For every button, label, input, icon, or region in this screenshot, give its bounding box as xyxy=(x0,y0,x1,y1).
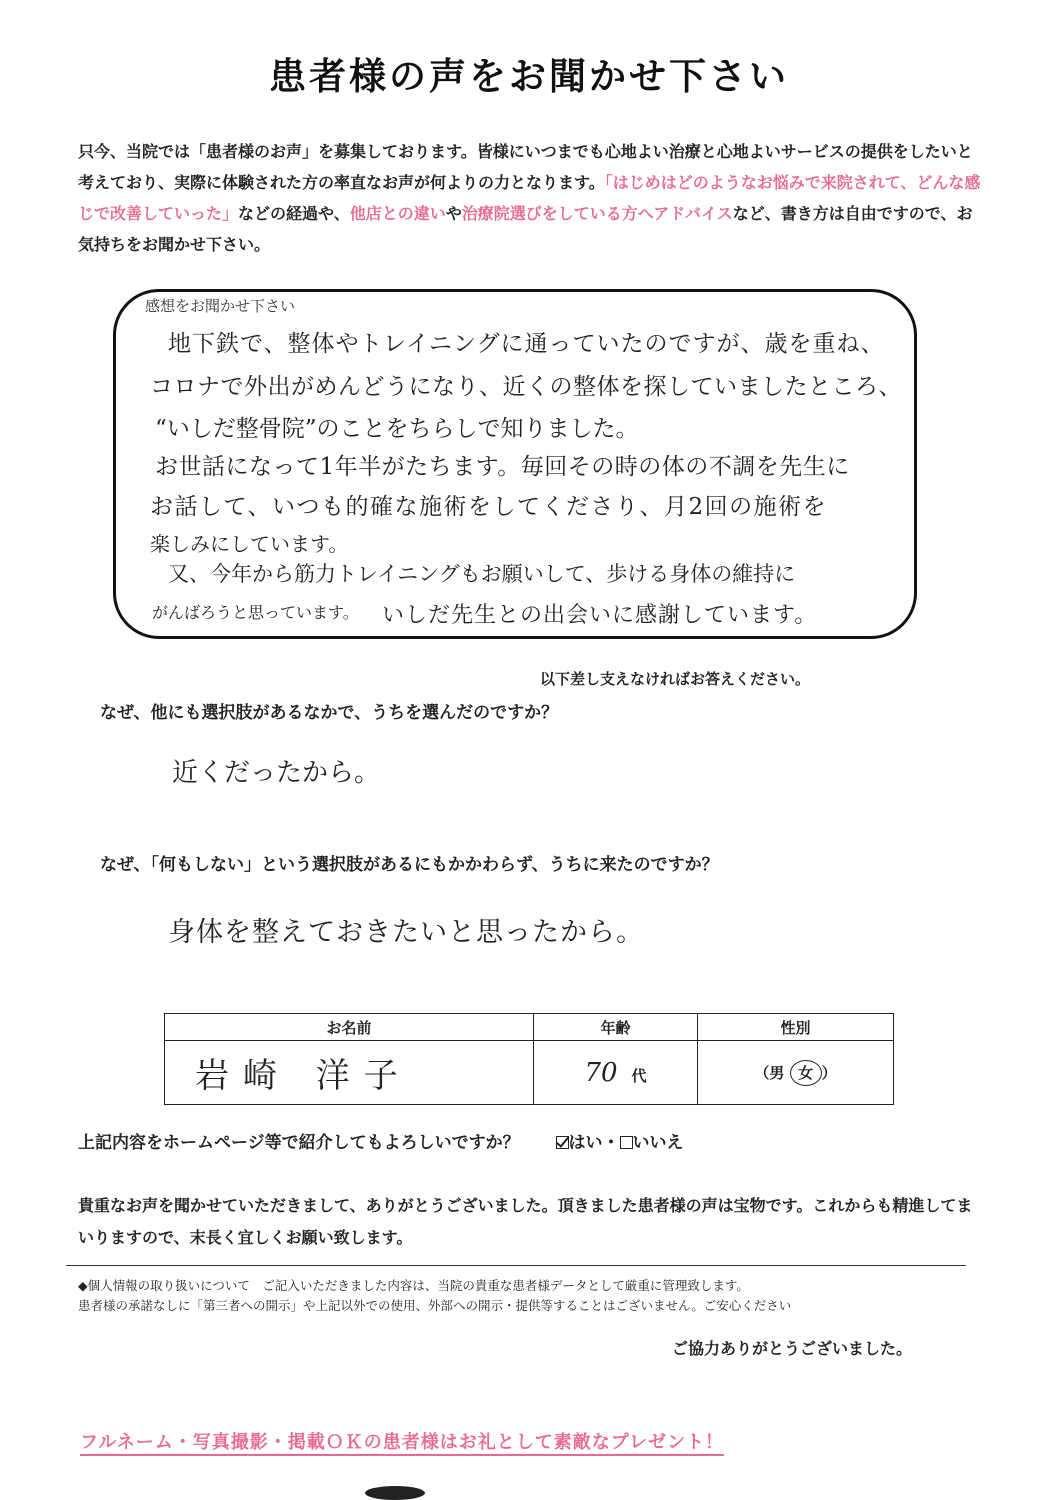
question-2: なぜ、「何もしない」という選択肢があるにもかかわらず、うちに来たのですか？ xyxy=(100,855,719,875)
question-1: なぜ、他にも選択肢があるなかで、うちを選んだのですか？ xyxy=(100,703,559,723)
cooperation-thanks: ご協力ありがとうございました。 xyxy=(672,1339,913,1358)
privacy-line-1: ◆個人情報の取り扱いについて ご記入いただきました内容は、当院の貴重な患者様データとして厳重に管理致します。 xyxy=(78,1278,749,1293)
consent-question: 上記内容をホームページ等で紹介してもよろしいですか？ xyxy=(78,1133,520,1153)
gender-paren-close: ） xyxy=(821,1063,837,1082)
consent-no-label: いいえ xyxy=(632,1133,684,1153)
impression-line-6: 楽しみにしています。 xyxy=(150,532,349,556)
intro-text-3: や xyxy=(445,204,462,223)
gender-cell xyxy=(698,1041,894,1105)
name-value: 岩崎 洋子 xyxy=(195,1056,412,1096)
impression-line-1: 地下鉄で、整体やトレイニングに通っていたのですが、歳を重ね、 xyxy=(168,331,885,357)
intro-highlight-2: 他店との違い xyxy=(349,204,446,223)
page-title: 患者様の声をお聞かせ下さい xyxy=(269,55,789,98)
consent-yes-label: はい xyxy=(568,1133,603,1153)
intro-text-1: 只今、当院では「患者様のお声」を募集しております。皆様にいつまでも心地よい治療と心地よいサービスの提供をしたいと考えており、実際に体験された方の率直なお声が何よりの力となります。 xyxy=(78,142,973,192)
impression-line-2: コロナで外出がめんどうになり、近くの整体を探していましたところ、 xyxy=(150,374,902,400)
age-value: 70 xyxy=(584,1057,618,1088)
privacy-notice xyxy=(78,1276,791,1316)
gender-male: 男 xyxy=(769,1063,785,1082)
gender-paren-open: （ xyxy=(754,1063,770,1082)
privacy-line-2: 患者様の承諾なしに「第三者への開示」や上記以外での使用、外部への開示・提供等することはございません。ご安心ください xyxy=(78,1298,792,1313)
intro-highlight-3: 治療院選びをしている方へアドバイス xyxy=(461,204,733,223)
patient-info-table xyxy=(164,1013,894,1105)
impression-line-5: お話して、いつも的確な施術をしてくださり、月2回の施術を xyxy=(150,494,828,520)
divider-line xyxy=(66,1265,966,1266)
gender-female-circled: 女 xyxy=(790,1060,822,1086)
impression-closing: いしだ先生との出会いに感謝しています。 xyxy=(382,603,818,628)
age-unit: 代 xyxy=(631,1066,647,1085)
scan-mark xyxy=(365,1486,425,1500)
consent-separator: ・ xyxy=(602,1133,620,1153)
consent-yes-checkbox[interactable] xyxy=(556,1136,569,1149)
intro-text-4: など、書き方は自由ですので、お気持ちをお聞かせ下さい。 xyxy=(78,204,973,254)
gender-header: 性別 xyxy=(698,1014,894,1041)
age-header: 年齢 xyxy=(534,1014,698,1041)
answer-1: 近くだったから。 xyxy=(172,758,381,788)
intro-text-2: などの経過や、 xyxy=(238,204,350,223)
impression-line-3: “いしだ整骨院”のことをちらしで知りました。 xyxy=(155,416,639,442)
intro-paragraph xyxy=(78,136,988,260)
intro-highlight-1: 「はじめはどのようなお悩みで来院されて、どんな感じで改善していった」 xyxy=(78,173,981,223)
age-cell xyxy=(534,1041,698,1105)
consent-row xyxy=(78,1128,684,1153)
name-header: お名前 xyxy=(165,1014,534,1041)
impression-line-8: がんばろうと思っています。 xyxy=(152,603,359,622)
thanks-message: 貴重なお声を聞かせていただきまして、ありがとうございました。頂きました患者様の声は宝物です。これからも精進してまいりますので、末長く宜しくお願い致します。 xyxy=(78,1196,973,1247)
answer-2: 身体を整えておきたいと思ったから。 xyxy=(168,917,644,948)
impression-line-7: 又、今年から筋力トレイニングもお願いして、歩ける身体の維持に xyxy=(168,562,796,586)
optional-note: 以下差し支えなければお答えください。 xyxy=(540,670,811,688)
impressions-label: 感想をお聞かせ下さい xyxy=(145,297,296,315)
name-cell xyxy=(165,1041,534,1105)
present-banner: フルネーム・写真撮影・掲載ＯＫの患者様はお礼として素敵なプレゼント！ xyxy=(80,1428,724,1456)
consent-no-checkbox[interactable] xyxy=(620,1136,633,1149)
impression-line-4: お世話になって1年半がたちます。毎回その時の体の不調を先生に xyxy=(155,454,850,480)
